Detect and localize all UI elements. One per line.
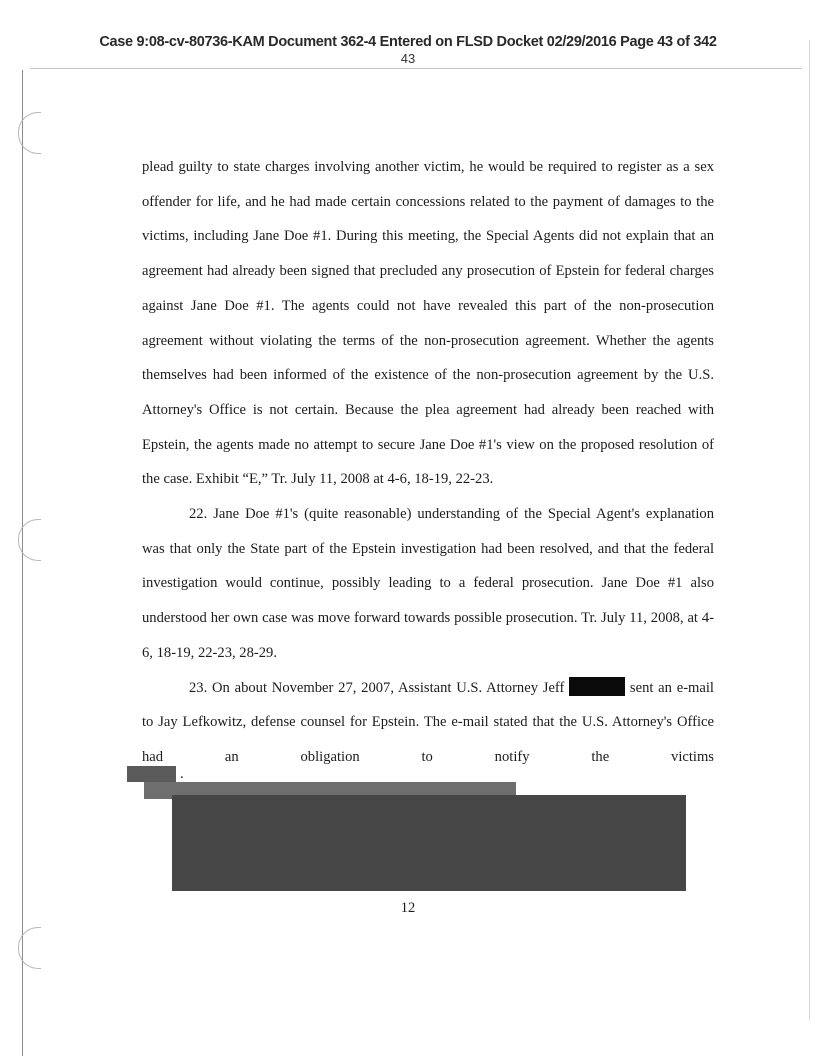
case-header: Case 9:08-cv-80736-KAM Document 362-4 Entered on FLSD Docket 02/29/2016 Page 43 of 342 [99,34,717,50]
redaction-small [127,766,176,782]
paragraph-23-middle: sent an e-mail to Jay Lefkowitz, defense counsel for Epstein. The e-mail stated that the U.S. Attorney's Office had an obligation to notify the victims [142,679,714,765]
page-number: 12 [400,900,416,916]
paragraph-21-continued: plead guilty to state charges involving another victim, he would be required to register as a sex offender for life, and he had made certain concessions related to the payment of damages to the victims, including Jane Doe #1. During this meeting, the Special Agents did not explain that an agreement had already been signed that precluded any prosecution of Epstein for federal charges against Jane Doe #1. The agents could not have revealed this part of the non-prosecution agreement without violating the terms of the non-prosecution agreement. Whether the agents themselves had been informed of the existence of the non-prosecution agreement by the U.S. Attorney's Office is not certain. Because the plea agreement had already been reached with Epstein, the agents made no attempt to secure Jane Doe #1's view on the proposed resolution of the case. Exhibit “E,” Tr. July 11, 2008 at 4-6, 18-19, 22-23. [142,159,714,488]
paragraph-23 [142,671,714,810]
paragraph-23-end: . [180,766,184,782]
redaction-block [172,795,686,891]
header-rule [30,68,802,69]
paragraph-23-start: 23. On about November 27, 2007, Assistant U.S. Attorney Jeff [189,679,565,696]
paragraph-22: 22. Jane Doe #1's (quite reasonable) understanding of the Special Agent's explanation was that only the State part of the Epstein investigation had been resolved, and that the federal investigation would continue, possibly leading to a federal prosecution. Jane Doe #1 also understood her own case was move forward towards possible prosecution. Tr. July 11, 2008, at 4-6, 18-19, 22-23, 28-29. [142,506,714,661]
page-right-edge [809,40,810,1020]
header-page-number: 43 [400,51,416,66]
redaction-name [569,677,625,696]
document-body [142,150,714,809]
